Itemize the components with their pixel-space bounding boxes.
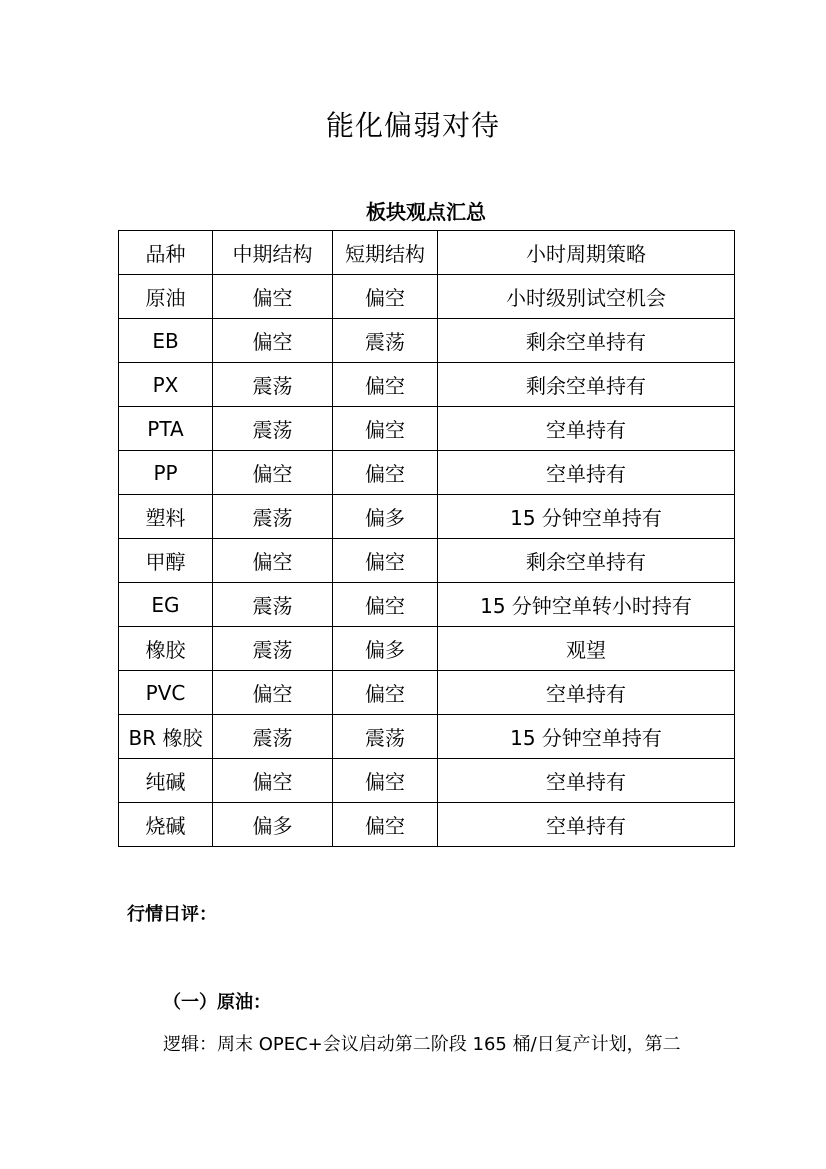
table-row xyxy=(119,583,735,627)
cell-variety: 烧碱 xyxy=(119,803,213,847)
table-row xyxy=(119,803,735,847)
commentary-heading: 行情日评： xyxy=(127,904,217,925)
cell-short-term: 偏空 xyxy=(333,803,438,847)
cell-strategy: 观望 xyxy=(438,627,735,671)
cell-strategy: 剩余空单持有 xyxy=(438,539,735,583)
cell-mid-term: 震荡 xyxy=(213,715,333,759)
header-hourly-strategy: 小时周期策略 xyxy=(438,231,735,275)
crude-oil-logic-text: 逻辑：周末 OPEC+会议启动第二阶段 165 桶/日复产计划，第二 xyxy=(163,1034,681,1055)
cell-strategy: 空单持有 xyxy=(438,759,735,803)
cell-strategy: 剩余空单持有 xyxy=(438,319,735,363)
cell-short-term: 偏空 xyxy=(333,275,438,319)
cell-mid-term: 震荡 xyxy=(213,583,333,627)
cell-variety: PP xyxy=(119,451,213,495)
cell-variety: 甲醇 xyxy=(119,539,213,583)
cell-mid-term: 震荡 xyxy=(213,407,333,451)
cell-short-term: 偏空 xyxy=(333,583,438,627)
header-short-term: 短期结构 xyxy=(333,231,438,275)
cell-variety: 纯碱 xyxy=(119,759,213,803)
cell-short-term: 偏空 xyxy=(333,407,438,451)
cell-strategy: 15 分钟空单持有 xyxy=(438,715,735,759)
cell-strategy: 空单持有 xyxy=(438,803,735,847)
cell-mid-term: 偏空 xyxy=(213,275,333,319)
cell-strategy: 15 分钟空单转小时持有 xyxy=(438,583,735,627)
cell-strategy: 空单持有 xyxy=(438,407,735,451)
table-caption: 板块观点汇总 xyxy=(366,200,486,224)
cell-strategy: 空单持有 xyxy=(438,671,735,715)
cell-short-term: 偏空 xyxy=(333,759,438,803)
header-variety: 品种 xyxy=(119,231,213,275)
cell-mid-term: 震荡 xyxy=(213,495,333,539)
table-row xyxy=(119,407,735,451)
table-row xyxy=(119,759,735,803)
cell-short-term: 偏多 xyxy=(333,495,438,539)
cell-short-term: 震荡 xyxy=(333,319,438,363)
table-row xyxy=(119,363,735,407)
cell-variety: 原油 xyxy=(119,275,213,319)
cell-variety: PX xyxy=(119,363,213,407)
cell-variety: EG xyxy=(119,583,213,627)
cell-variety: 橡胶 xyxy=(119,627,213,671)
document-title: 能化偏弱对待 xyxy=(325,109,500,142)
cell-short-term: 偏空 xyxy=(333,363,438,407)
table-row xyxy=(119,539,735,583)
cell-short-term: 偏多 xyxy=(333,627,438,671)
cell-mid-term: 偏多 xyxy=(213,803,333,847)
crude-oil-section-title: （一）原油： xyxy=(163,992,271,1013)
cell-strategy: 空单持有 xyxy=(438,451,735,495)
table-header-row xyxy=(119,231,735,275)
cell-strategy: 小时级别试空机会 xyxy=(438,275,735,319)
table-row xyxy=(119,319,735,363)
cell-short-term: 偏空 xyxy=(333,671,438,715)
cell-strategy: 15 分钟空单持有 xyxy=(438,495,735,539)
cell-strategy: 剩余空单持有 xyxy=(438,363,735,407)
table-row xyxy=(119,715,735,759)
table-row xyxy=(119,671,735,715)
table-row xyxy=(119,627,735,671)
cell-mid-term: 偏空 xyxy=(213,539,333,583)
table-row xyxy=(119,495,735,539)
cell-short-term: 震荡 xyxy=(333,715,438,759)
cell-mid-term: 偏空 xyxy=(213,319,333,363)
cell-variety: EB xyxy=(119,319,213,363)
cell-mid-term: 震荡 xyxy=(213,363,333,407)
cell-mid-term: 震荡 xyxy=(213,627,333,671)
cell-variety: PVC xyxy=(119,671,213,715)
cell-mid-term: 偏空 xyxy=(213,451,333,495)
cell-short-term: 偏空 xyxy=(333,451,438,495)
cell-variety: PTA xyxy=(119,407,213,451)
header-mid-term: 中期结构 xyxy=(213,231,333,275)
cell-variety: BR 橡胶 xyxy=(119,715,213,759)
cell-mid-term: 偏空 xyxy=(213,671,333,715)
cell-short-term: 偏空 xyxy=(333,539,438,583)
table-row xyxy=(119,275,735,319)
sector-summary-table xyxy=(118,230,735,847)
cell-variety: 塑料 xyxy=(119,495,213,539)
cell-mid-term: 偏空 xyxy=(213,759,333,803)
table-row xyxy=(119,451,735,495)
